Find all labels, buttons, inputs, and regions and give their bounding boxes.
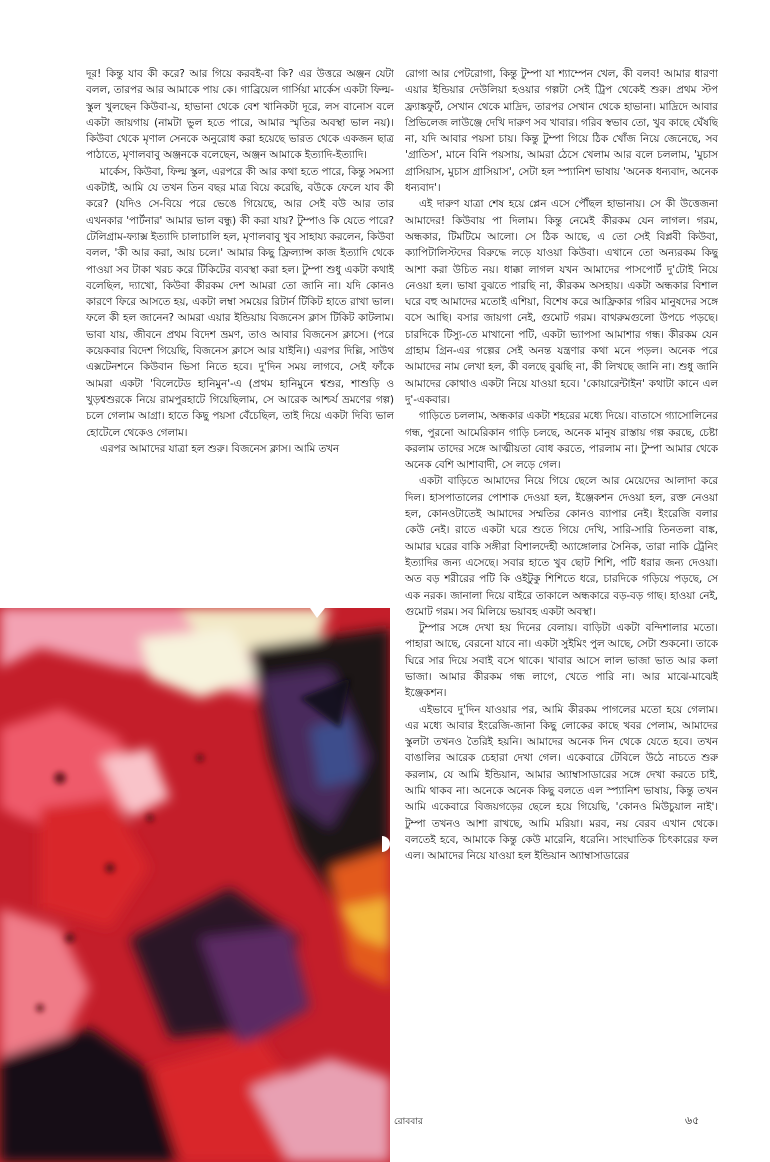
article-paragraph: এইভাবে দু'দিন যাওয়ার পর, আমি কীরকম পাগলের মতো হয়ে গেলাম। এর মধ্যে আবার ইংরেজি-জানা কিছু লোকের কাছে খবর পেলাম, আমাদের স্কুলটা তখনও তৈরিই হয়নি। আমাদের অনেক দিন থেকে যেতে হবে। তখন বাঙালির আরেক চেহারা দেখা গেল। একেবারে টেবিলে উঠে নাচতে শুরু করলাম, যে আমি ইন্ডিয়ান, আমার অ্যাম্বাসাডারের সঙ্গে দেখা করতে চাই, আমি থাকব না। অনেকে অনেক কিছু বলতে এল স্প্যানিশ ভাষায়, কিন্তু তখন আমি একেবারে বিজয়গড়ের ছেলে হয়ে গিয়েছি, 'কোনও মিউচুয়াল নাই'। টুম্পা তখনও আশা রাখছে, আমি মরিয়া। মরব, নয় বেরব এখান থেকে। বলতেই হবে, আমাকে কিন্তু কেউ মারেনি, ধরেনি। সাংঘাতিক চিৎকারের ফল এল। আমাদের নিয়ে যাওয়া হল ইন্ডিয়ান অ্যাম্বাসাডারের (405, 703, 718, 863)
article-paragraph: এই দারুণ যাত্রা শেষ হয়ে প্লেন এসে পৌঁছল হাভানায়। সে কী উত্তেজনা আমাদের! কিউবায় পা দিলাম। কিন্তু নেমেই কীরকম যেন লাগল। গরম, অন্ধকার, টিমটিমে আলো। সে ঠিক আছে, এ তো সেই বিপ্লবী কিউবা, ক্যাপিটালিস্টদের বিরুদ্ধে লড়ে যাওয়া কিউবা। এখানে তো অন্যরকম কিছু আশা করা উচিত নয়। ধাক্কা লাগল যখন আমাদের পাসপোর্ট দু'টোই নিয়ে নেওয়া হল। ভাষা বুঝতে পারছি না, কীরকম অসহায়। একটা অন্ধকার বিশাল ঘরে বহু আমাদের মতোই এশিয়া, বিশেষ করে আফ্রিকার গরিব মানুষদের সঙ্গে বসে আছি। বসার জায়গা নেই, গুমোট গরম। বাথরুমগুলো উপচে পড়ছে। চারদিকে টিস্যু-তে মাখানো পটি, একটা ভ্যাপসা আমাশার গন্ধ। কীরকম যেন গ্রাহাম গ্রিন-এর গল্পের সেই অনন্ত যন্ত্রণার কথা মনে পড়ল। অনেক পরে আমাদের নাম লেখা হল, কী বলছে বুঝছি না, কী লিখছে জানি না। শুধু জানি আমাদের কোথাও একটা নিয়ে যাওয়া হবে। 'কোয়ারেন্টাইন' কথাটা কানে এল দু'-একবার। (405, 198, 718, 406)
article-column-right (405, 66, 718, 1102)
article-paragraph: রোগা আর পেটরোগা, কিন্তু টুম্পা যা শ্যাম্পেন খেল, কী বলব! আমার ধারণা এয়ার ইন্ডিয়ার দেউলিয়া হওয়ার গল্পটা সেই ট্রিপ থেকেই শুরু। প্রথম স্টপ ফ্র্যাঙ্কফুর্ট, সেখান থেকে মাদ্রিদ, তারপর সেখান থেকে হাভানা। মাদ্রিদে আবার প্রিভিলেজ লাউঞ্জে দেখি দারুণ সব খাবার। গরিব স্বভাব তো, খুব কাছে ঘেঁষছি না, যদি আবার পয়সা চায়। কিন্তু টুম্পা গিয়ে ঠিক খোঁজ নিয়ে জেনেছে, সব 'গ্রাতিস', মানে বিনি পয়সায়, আমরা ঠেসে খেলাম আর বলে চললাম, 'মুচাস গ্রাসিয়াস, মুচাস গ্রাসিয়াস', সেটা হল স্প্যানিশ ভাষায় 'অনেক ধন্যবাদ, অনেক ধন্যবাদ'। (405, 68, 718, 195)
article-column-left (86, 66, 394, 594)
article-paragraph: এরপর আমাদের যাত্রা হল শুরু। বিজনেস ক্লাস। আমি তখন (100, 442, 340, 455)
article-paragraph: গাড়িতে চললাম, অন্ধকার একটা শহরের মধ্যে দিয়ে। বাতাসে গ্যাসোলিনের গন্ধ, পুরনো আমেরিকান গাড়ি চলছে, অনেক মানুষ রাস্তায় গল্প করছে, চেষ্টা করলাম তাদের সঙ্গে আত্মীয়তা বোধ করতে, পারলাম না। টুম্পা আমার থেকে অনেক বেশি আশাবাদী, সে লড়ে গেল। (405, 410, 718, 472)
abstract-painting-image (0, 608, 390, 1162)
article-paragraph: একটা বাড়িতে আমাদের নিয়ে গিয়ে ছেলে আর মেয়েদের আলাদা করে দিল। হাসপাতালের পোশাক দেওয়া হল, ইঞ্জেকশন দেওয়া হল, রক্ত নেওয়া হল, কোনওটাতেই আমাদের সম্মতির কোনও ব্যাপার নেই। ইংরেজি বলার কেউ নেই। রাতে একটা ঘরে শুতে গিয়ে দেখি, সারি-সারি তিনতলা বাঙ্ক, আমার ঘরের বাকি সঙ্গীরা বিশালদেহী অ্যাঙ্গোলার সৈনিক, তারা নাকি ট্রেনিং ইত্যাদির জন্য এসেছে। সবার হাতে খুব ছোট শিশি, পটি ধরার জন্য দেওয়া। অত বড় শরীরের পটি কি ওইটুকু শিশিতে ধরে, চারদিকে গড়িয়ে পড়ছে, সে এক নরক। জানালা দিয়ে বাইরে তাকালে অন্ধকারে বড়-বড় গাছ। হাওয়া নেই, গুমোট গরম। সব মিলিয়ে ভয়াবহ একটা অবস্থা। (405, 475, 718, 618)
article-paragraph: দূর! কিন্তু যাব কী করে? আর গিয়ে করবই-বা কি? এর উত্তরে অঞ্জন যেটা বলল, তারপর আর আমাকে পায় কে। গাব্রিয়েল গার্সিয়া মার্কেস একটা ফিল্ম-স্কুল খুলছেন কিউবা-য়, হাভানা থেকে বেশ খানিকটা দূরে, লস বানোস বলে একটা জায়গায় (নামটা ভুল হতে পারে, আমার স্মৃতির অবস্থা ভাল নয়)। কিউবা থেকে মৃণাল সেনকে অনুরোধ করা হয়েছে ভারত থেকে একজন ছাত্র পাঠাতে, মৃণালবাবু অঞ্জনকে বলেছেন, অঞ্জন আমাকে ইত্যাদি-ইত্যাদি। (86, 68, 394, 162)
magazine-name: রোববার (394, 1117, 423, 1127)
page-number: ৬৫ (685, 1114, 700, 1127)
article-paragraph: মার্কেস, কিউবা, ফিল্ম স্কুল, এরপরে কী আর কথা হতে পারে, কিন্তু সমস্যা একটাই, আমি যে তখন তিন বছর মাত্র বিয়ে করেছি, বউকে ফেলে যাব কী করে? (যদিও সে-বিয়ে পরে ভেঙে গিয়েছে, আর সেই বউ আর তার এখনকার 'পার্টনার' আমার ভাল বন্ধু) কী করা যায়? টুম্পাও কি যেতে পারে? টেলিগ্রাম-ফ্যাক্স ইত্যাদি চালাচালি হল, মৃণালবাবু খুব সাহায্য করলেন, কিউবা বলল, 'কী আর করা, আয় চলে।' আমার কিছু ফ্রিল্যান্স কাজ ইত্যাদি থেকে পাওয়া সব টাকা খরচ করে টিকিটের ব্যবস্থা করা হল। টুম্পা শুধু একটা কথাই বলেছিল, দ্যাখো, কিউবা কীরকম দেশ আমরা তো জানি না। যদি কোনও কারণে ফিরে আসতে হয়, একটা লম্বা সময়ের রিটার্ন টিকিট হাতে রাখা ভাল। ফলে কী হল জানেন? আমরা এয়ার ইন্ডিয়ায় বিজনেস ক্লাস টিকিট কাটলাম। ভাবা যায়, জীবনে প্রথম বিদেশ ভ্রমণ, তাও আবার বিজনেস ক্লাসে। (পরে কয়েকবার বিদেশ গিয়েছি, বিজনেস ক্লাসে আর যাইনি।) এরপর দিল্লি, সাউথ এক্সটেনশনে কিউবান ভিসা নিতে হবে। দু'দিন সময় লাগবে, সেই ফাঁকে আমরা একটা 'বিলেটেড হানিমুন'-এ (প্রথম হানিমুনে শ্বশুর, শাশুড়ি ও খুড়শ্বশুরকে নিয়ে রামপুরহাটে গিয়েছিলাম, সে আরেক আশ্চর্য ভ্রমণের গল্প) চলে গেলাম আগ্রা। হাতে কিছু পয়সা বেঁচেছিল, তাই দিয়ে একটা দিব্যি ভাল হোটেলে থেকেও গেলাম। (86, 165, 394, 439)
article-paragraph: টুম্পার সঙ্গে দেখা হয় দিনের বেলায়। বাড়িটা একটা বন্দিশালার মতো। পাহারা আছে, বেরনো যাবে না। একটা সুইমিং পুল আছে, সেটা শুকনো। তাকে ঘিরে সার দিয়ে সবাই বসে থাকে। খাবার আসে লাল ভাজা ভাত আর কলা ভাজা। আমার কীরকম গন্ধ লাগে, খেতে পারি না। আর মাঝে-মাঝেই ইঞ্জেকশন। (405, 622, 718, 700)
